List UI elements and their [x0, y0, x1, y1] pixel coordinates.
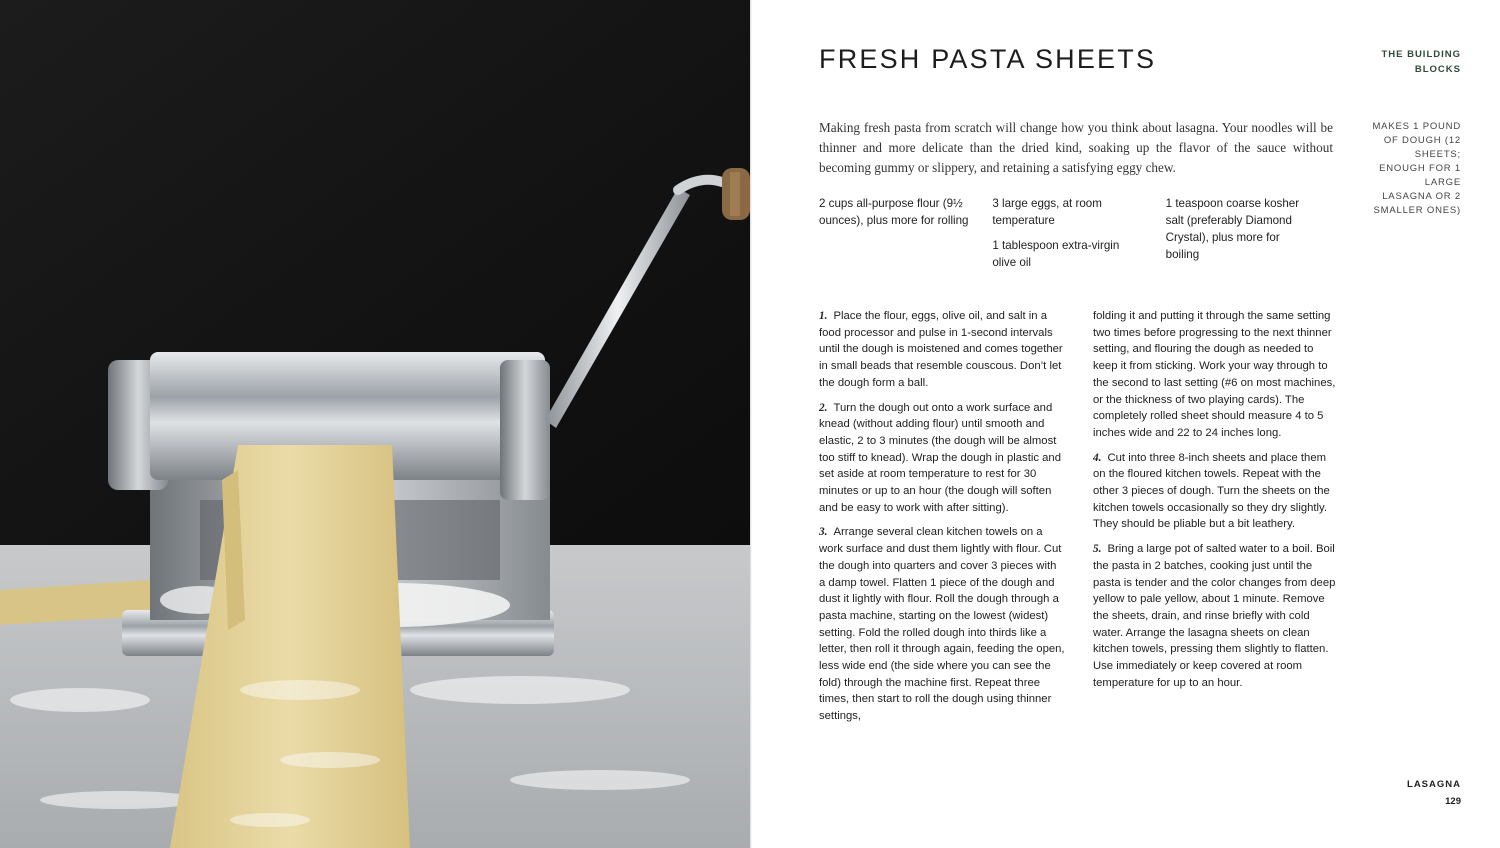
- method-steps: [819, 308, 1339, 733]
- ingredient-column: [992, 195, 1165, 279]
- page-number: 129: [1445, 796, 1461, 807]
- step-number: 2.: [819, 401, 828, 414]
- step-number: 1.: [819, 310, 828, 322]
- step-number: 3.: [819, 526, 828, 539]
- steps-column-right: [1093, 308, 1339, 733]
- step-item: [1093, 308, 1339, 442]
- step-text: Turn the dough out onto a work surface and knead (without adding flour) until smooth and elastic, 2 to 3 minutes (the dough will be almost too stiff to knead). Wrap the dough in plastic and set aside at room temperature to rest for 30 minutes or up to an hour (the dough will soften and be easy to work with after sitting).: [819, 401, 1061, 514]
- steps-column-left: [819, 308, 1065, 733]
- recipe-title: FRESH PASTA SHEETS: [819, 44, 1157, 74]
- step-text: Cut into three 8-inch sheets and place them on the floured kitchen towels. Repeat with the other 3 pieces of dough. Turn the sheets on the kitchen towels occasionally so they dry slightly. They should be pliable but a bit leathery.: [1093, 451, 1330, 531]
- step-text: folding it and putting it through the same setting two times before progressing to the next thinner setting, and flouring the dough as needed to keep it from sticking. Work your way through to the second to last setting (#6 on most machines, or the thickness of two playing cards). The completely rolled sheet should measure 4 to 5 inches wide and 22 to 24 inches long.: [1093, 310, 1336, 439]
- step-text: Bring a large pot of salted water to a boil. Boil the pasta in 2 batches, cooking just until the pasta is tender and the color changes from deep yellow to pale yellow, about 1 minute. Remove the sheets, drain, and rinse briefly with cold water. Arrange the lasagna sheets on clean kitchen towels, pressing them slightly to flatten. Use immediately or keep covered at room temperature for up to an hour.: [1093, 543, 1336, 689]
- step-text: Arrange several clean kitchen towels on a work surface and dust them lightly with flour. Cut the dough into quarters and cover 3 pieces with a damp towel. Flatten 1 piece of the dough and dust it lightly with flour. Roll the dough through a pasta machine, starting on the lowest (widest) setting. Fold the rolled dough into thirds like a letter, then roll it through again, feeding the open, less wide end (the side where you can see the fold) through the machine first. Repeat three times, then start to roll the dough using thinner settings,: [819, 526, 1065, 723]
- section-tag: THE BUILDING BLOCKS: [1381, 49, 1461, 75]
- ingredient-item: 1 tablespoon extra-virgin olive oil: [992, 239, 1120, 269]
- running-footer: LASAGNA: [1407, 779, 1461, 790]
- step-item: [1093, 541, 1339, 691]
- ingredient-list: [819, 195, 1339, 279]
- step-item: [819, 524, 1065, 724]
- page-gutter: [750, 0, 752, 848]
- ingredient-item: 3 large eggs, at room temperature: [992, 197, 1102, 227]
- ingredient-column: [1166, 195, 1339, 279]
- step-item: [1093, 450, 1339, 534]
- recipe-yield: MAKES 1 POUND OF DOUGH (12 SHEETS; ENOUGH FOR 1 LARGE LASAGNA OR 2 SMALLER ONES): [1372, 121, 1461, 216]
- step-number: 5.: [1093, 543, 1102, 556]
- step-item: [819, 308, 1065, 392]
- recipe-intro: Making fresh pasta from scratch will change how you think about lasagna. Your noodles will be thinner and more delicate than the dried kind, soaking up the flavor of the sauce without becoming gummy or slippery, and retaining a satisfying eggy chew.: [819, 120, 1333, 175]
- ingredient-item: 1 teaspoon coarse kosher salt (preferably Diamond Crystal), plus more for boiling: [1165, 197, 1300, 261]
- step-number: 4.: [1093, 451, 1102, 464]
- ingredient-item: 2 cups all-purpose flour (9½ ounces), plus more for rolling: [819, 197, 969, 227]
- step-item: [819, 400, 1065, 517]
- step-text: Place the flour, eggs, olive oil, and salt in a food processor and pulse in 1-second intervals until the dough is moistened and comes together in small beads that resemble couscous. Don’t let the dough form a ball.: [819, 310, 1063, 389]
- ingredient-column: [819, 195, 992, 279]
